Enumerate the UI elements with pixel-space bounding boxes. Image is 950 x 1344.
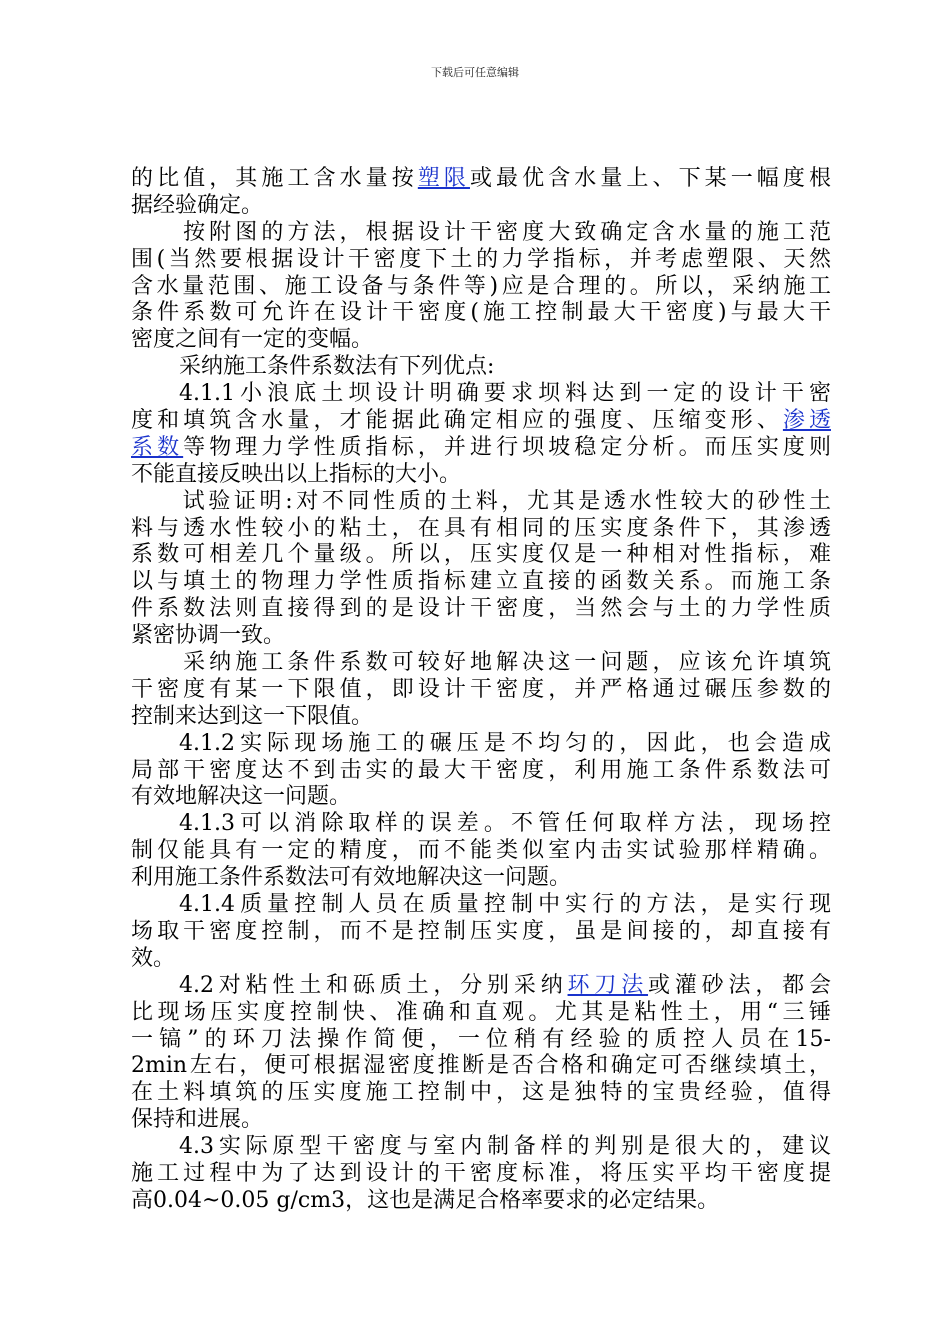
- text-line: [131, 892, 831, 919]
- text-segment: 高0.04~0.05 g/cm3，这也是满足合格率要求的必定结果。: [131, 1187, 720, 1213]
- text-line: [131, 274, 831, 301]
- text-segment: 紧密协调一致。: [131, 623, 286, 649]
- text-segment: 料与透水性较小的粘土，在具有相同的压实度条件下，其渗透: [131, 515, 831, 541]
- text-segment: 试验证明:对不同性质的土料，尤其是透水性较大的砂性土: [179, 488, 831, 514]
- document-body: [131, 166, 831, 1215]
- text-segment: 含水量范围、施工设备与条件等)应是合理的。所以，采纳施工: [131, 273, 831, 299]
- text-line: [131, 489, 831, 516]
- text-line: [131, 1107, 831, 1134]
- text-line: [131, 596, 831, 623]
- text-line: [131, 300, 831, 327]
- text-segment: 条件系数可允许在设计干密度(施工控制最大干密度)与最大干: [131, 300, 831, 326]
- text-segment: 4.1.1小浪底土坝设计明确要求坝料达到一定的设计干密: [179, 381, 831, 407]
- text-segment: 干密度有某一下限值，即设计干密度，并严格通过碾压参数的: [131, 676, 831, 702]
- text-line: [131, 516, 831, 543]
- text-line: [131, 919, 831, 946]
- text-segment: 系数可相差几个量级。所以，压实度仅是一种相对性指标，难: [131, 542, 831, 568]
- text-line: [131, 1027, 831, 1054]
- text-segment: 按附图的方法，根据设计干密度大致确定含水量的施工范: [179, 219, 831, 245]
- text-segment: 利用施工条件系数法可有效地解决这一问题。: [131, 865, 572, 891]
- text-line: [131, 1053, 831, 1080]
- text-segment: 的比值，其施工含水量按: [131, 166, 418, 191]
- text-segment: 局部干密度达不到击实的最大干密度，利用施工条件系数法可: [131, 757, 831, 783]
- text-segment: 有效地解决这一问题。: [131, 784, 352, 810]
- text-line: [131, 623, 831, 650]
- text-segment: 4.1.3可以消除取样的误差。不管任何取样方法，现场控: [179, 811, 831, 837]
- text-segment: 或灌砂法，都会: [648, 972, 831, 998]
- text-segment: 场取干密度控制，而不是控制压实度，虽是间接的，却直接有: [131, 918, 831, 944]
- text-line: [131, 462, 831, 489]
- text-segment: 制仅能具有一定的精度，而不能类似室内击实试验那样精确。: [131, 838, 831, 864]
- text-line: [131, 542, 831, 569]
- text-segment: 密度之间有一定的变幅。: [131, 327, 374, 353]
- text-segment: 一镐”的环刀法操作简便，一位稍有经验的质控人员在15-: [131, 1026, 831, 1052]
- text-segment: 围(当然要根据设计干密度下土的力学指标，并考虑塑限、天然: [131, 246, 831, 272]
- text-line: [131, 677, 831, 704]
- hyperlink[interactable]: 系数: [131, 434, 184, 460]
- text-segment: 采纳施工条件系数法有下列优点:: [179, 354, 495, 380]
- text-line: [131, 758, 831, 785]
- text-segment: 度和填筑含水量，才能据此确定相应的强度、压缩变形、: [131, 408, 783, 434]
- text-line: [131, 220, 831, 247]
- text-segment: 效。: [131, 945, 176, 971]
- text-segment: 比现场压实度控制快、准确和直观。尤其是粘性土，用“三锤: [131, 999, 831, 1025]
- text-segment: 4.2对粘性土和砾质土，分别采纳: [179, 972, 568, 998]
- text-segment: 采纳施工条件系数可较好地解决这一问题，应该允许填筑: [179, 650, 831, 676]
- text-line: [131, 327, 831, 354]
- text-segment: 据经验确定。: [131, 192, 264, 218]
- text-line: [131, 946, 831, 973]
- text-line: [131, 731, 831, 758]
- text-line: [131, 1080, 831, 1107]
- text-segment: 4.1.2实际现场施工的碾压是不均匀的，因此，也会造成: [179, 730, 831, 756]
- text-line: [131, 811, 831, 838]
- page-header: 下载后可任意编辑: [431, 66, 519, 79]
- text-segment: 施工过程中为了达到设计的干密度标准，将压实平均干密度提: [131, 1160, 831, 1186]
- hyperlink[interactable]: 塑限: [417, 166, 470, 191]
- hyperlink[interactable]: 渗透: [782, 408, 831, 434]
- text-segment: 以与填土的物理力学性质指标建立直接的函数关系。而施工条: [131, 569, 831, 595]
- text-line: [131, 838, 831, 865]
- text-segment: 在土料填筑的压实度施工控制中，这是独特的宝贵经验，值得: [131, 1080, 831, 1106]
- text-segment: 2min左右，便可根据湿密度推断是否合格和确定可否继续填土，: [131, 1053, 831, 1079]
- text-segment: 或最优含水量上、下某一幅度根: [469, 166, 831, 191]
- text-line: [131, 166, 831, 193]
- text-line: [131, 381, 831, 408]
- text-segment: 控制来达到这一下限值。: [131, 703, 374, 729]
- text-line: [131, 1000, 831, 1027]
- text-line: [131, 1134, 831, 1161]
- text-line: [131, 650, 831, 677]
- text-line: [131, 354, 831, 381]
- text-line: [131, 865, 831, 892]
- text-line: [131, 569, 831, 596]
- text-line: [131, 193, 831, 220]
- text-segment: 4.1.4质量控制人员在质量控制中实行的方法，是实行现: [179, 892, 831, 918]
- text-line: [131, 408, 831, 435]
- text-line: [131, 973, 831, 1000]
- text-segment: 件系数法则直接得到的是设计干密度，当然会与土的力学性质: [131, 596, 831, 622]
- text-line: [131, 784, 831, 811]
- text-line: [131, 435, 831, 462]
- text-line: [131, 1188, 831, 1215]
- hyperlink[interactable]: 环刀法: [567, 972, 649, 998]
- text-segment: 4.3实际原型干密度与室内制备样的判别是很大的，建议: [179, 1134, 831, 1160]
- text-segment: 保持和进展。: [131, 1107, 264, 1133]
- text-segment: 等物理力学性质指标，并进行坝坡稳定分析。而压实度则: [183, 434, 831, 460]
- text-segment: 不能直接反映出以上指标的大小。: [131, 461, 462, 487]
- text-line: [131, 1161, 831, 1188]
- text-line: [131, 704, 831, 731]
- text-line: [131, 247, 831, 274]
